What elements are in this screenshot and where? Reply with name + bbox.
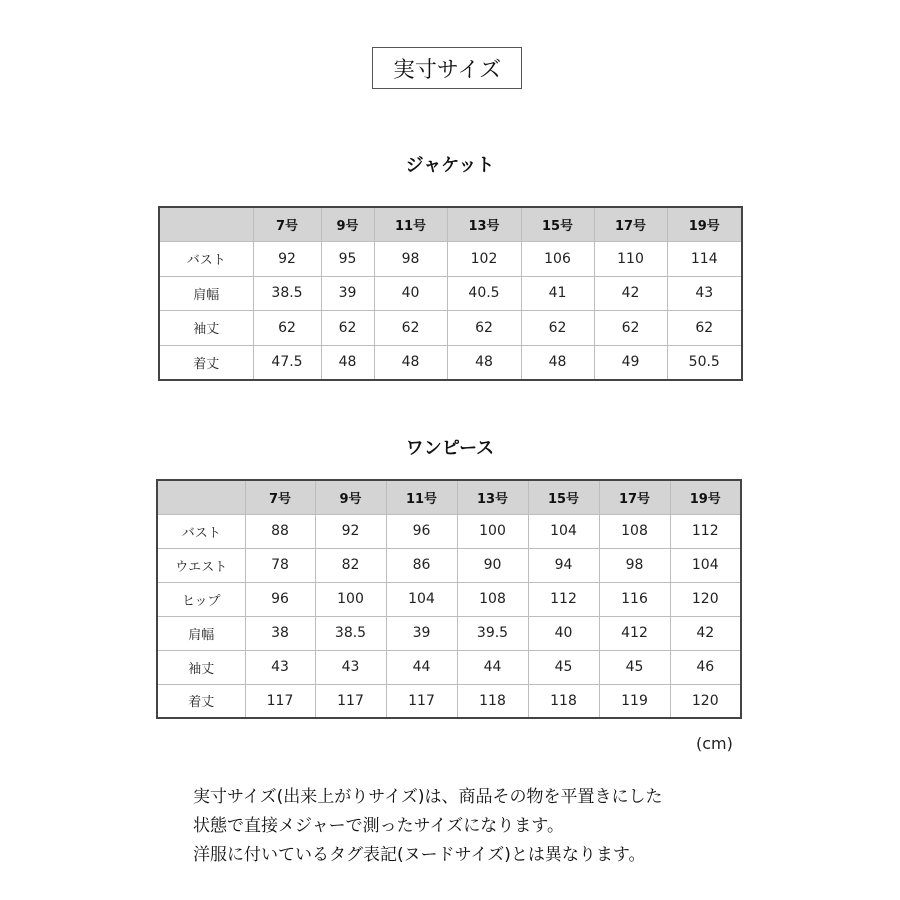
table-cell: 43 <box>245 650 315 684</box>
table-cell: 112 <box>528 582 599 616</box>
table-cell: 62 <box>594 311 667 346</box>
table-cell: 41 <box>521 276 594 311</box>
table-cell: 48 <box>521 345 594 380</box>
table-cell: 45 <box>528 650 599 684</box>
table-cell: 39 <box>321 276 374 311</box>
column-header: 7号 <box>245 480 315 514</box>
row-label: 肩幅 <box>159 276 253 311</box>
table-cell: 45 <box>599 650 670 684</box>
table-cell: 104 <box>670 548 741 582</box>
column-header: 13号 <box>457 480 528 514</box>
table-cell: 62 <box>321 311 374 346</box>
table-cell: 98 <box>599 548 670 582</box>
column-header: 19号 <box>670 480 741 514</box>
table-cell: 98 <box>374 242 447 277</box>
table-cell: 39.5 <box>457 616 528 650</box>
note-line: 状態で直接メジャーで測ったサイズになります。 <box>193 816 564 836</box>
unit-label: (cm) <box>696 734 733 753</box>
row-label: ヒップ <box>157 582 245 616</box>
table-cell: 62 <box>253 311 321 346</box>
table-cell: 94 <box>528 548 599 582</box>
table-row <box>159 242 742 277</box>
column-header: 7号 <box>253 207 321 242</box>
table-cell: 117 <box>315 684 386 718</box>
table-cell: 40 <box>374 276 447 311</box>
note-line: 実寸サイズ(出来上がりサイズ)は、商品その物を平置きにした <box>193 787 663 807</box>
jacket-size-table <box>158 206 743 381</box>
table-cell: 110 <box>594 242 667 277</box>
table-cell: 88 <box>245 514 315 548</box>
table-cell: 42 <box>594 276 667 311</box>
page-title: 実寸サイズ <box>372 47 522 89</box>
table-cell: 412 <box>599 616 670 650</box>
table-row <box>157 684 741 718</box>
table-cell: 48 <box>447 345 521 380</box>
table-cell: 62 <box>667 311 742 346</box>
table-row <box>159 276 742 311</box>
row-label: 袖丈 <box>157 650 245 684</box>
table-cell: 114 <box>667 242 742 277</box>
table-cell: 116 <box>599 582 670 616</box>
table-cell: 112 <box>670 514 741 548</box>
column-header: 17号 <box>599 480 670 514</box>
table-cell: 117 <box>386 684 457 718</box>
table-cell: 44 <box>457 650 528 684</box>
table-row <box>157 514 741 548</box>
table-cell: 90 <box>457 548 528 582</box>
corner-cell <box>159 207 253 242</box>
table-row <box>157 548 741 582</box>
table-cell: 43 <box>667 276 742 311</box>
table-cell: 108 <box>599 514 670 548</box>
table-cell: 96 <box>245 582 315 616</box>
table-cell: 42 <box>670 616 741 650</box>
column-header: 9号 <box>321 207 374 242</box>
row-label: 着丈 <box>159 345 253 380</box>
column-header: 11号 <box>386 480 457 514</box>
jacket-heading: ジャケット <box>405 155 495 176</box>
table-cell: 48 <box>374 345 447 380</box>
table-cell: 118 <box>457 684 528 718</box>
column-header: 15号 <box>528 480 599 514</box>
table-cell: 118 <box>528 684 599 718</box>
row-label: バスト <box>157 514 245 548</box>
table-cell: 106 <box>521 242 594 277</box>
table-cell: 95 <box>321 242 374 277</box>
table-cell: 49 <box>594 345 667 380</box>
table-cell: 38.5 <box>315 616 386 650</box>
column-header: 9号 <box>315 480 386 514</box>
table-cell: 92 <box>253 242 321 277</box>
row-label: 肩幅 <box>157 616 245 650</box>
table-row <box>159 311 742 346</box>
table-cell: 100 <box>457 514 528 548</box>
table-cell: 100 <box>315 582 386 616</box>
table-cell: 40.5 <box>447 276 521 311</box>
table-cell: 50.5 <box>667 345 742 380</box>
table-cell: 104 <box>528 514 599 548</box>
row-label: ウエスト <box>157 548 245 582</box>
column-header: 19号 <box>667 207 742 242</box>
table-cell: 62 <box>521 311 594 346</box>
table-row <box>157 582 741 616</box>
column-header: 13号 <box>447 207 521 242</box>
table-cell: 82 <box>315 548 386 582</box>
row-label: バスト <box>159 242 253 277</box>
table-cell: 108 <box>457 582 528 616</box>
table-cell: 62 <box>374 311 447 346</box>
header-row <box>157 480 741 514</box>
table-cell: 104 <box>386 582 457 616</box>
table-cell: 120 <box>670 582 741 616</box>
table-cell: 43 <box>315 650 386 684</box>
table-cell: 120 <box>670 684 741 718</box>
corner-cell <box>157 480 245 514</box>
table-cell: 86 <box>386 548 457 582</box>
table-row <box>157 616 741 650</box>
table-cell: 38.5 <box>253 276 321 311</box>
column-header: 15号 <box>521 207 594 242</box>
table-cell: 46 <box>670 650 741 684</box>
table-cell: 78 <box>245 548 315 582</box>
column-header: 17号 <box>594 207 667 242</box>
measurement-note <box>193 783 833 870</box>
table-cell: 96 <box>386 514 457 548</box>
onepiece-size-table <box>156 479 742 719</box>
header-row <box>159 207 742 242</box>
table-cell: 39 <box>386 616 457 650</box>
table-cell: 102 <box>447 242 521 277</box>
note-line: 洋服に付いているタグ表記(ヌードサイズ)とは異なります。 <box>193 845 646 865</box>
row-label: 着丈 <box>157 684 245 718</box>
table-cell: 38 <box>245 616 315 650</box>
table-row <box>157 650 741 684</box>
row-label: 袖丈 <box>159 311 253 346</box>
table-cell: 62 <box>447 311 521 346</box>
table-cell: 40 <box>528 616 599 650</box>
table-cell: 47.5 <box>253 345 321 380</box>
table-row <box>159 345 742 380</box>
column-header: 11号 <box>374 207 447 242</box>
table-cell: 44 <box>386 650 457 684</box>
onepiece-heading: ワンピース <box>405 438 495 459</box>
table-cell: 119 <box>599 684 670 718</box>
table-cell: 117 <box>245 684 315 718</box>
table-cell: 92 <box>315 514 386 548</box>
table-cell: 48 <box>321 345 374 380</box>
